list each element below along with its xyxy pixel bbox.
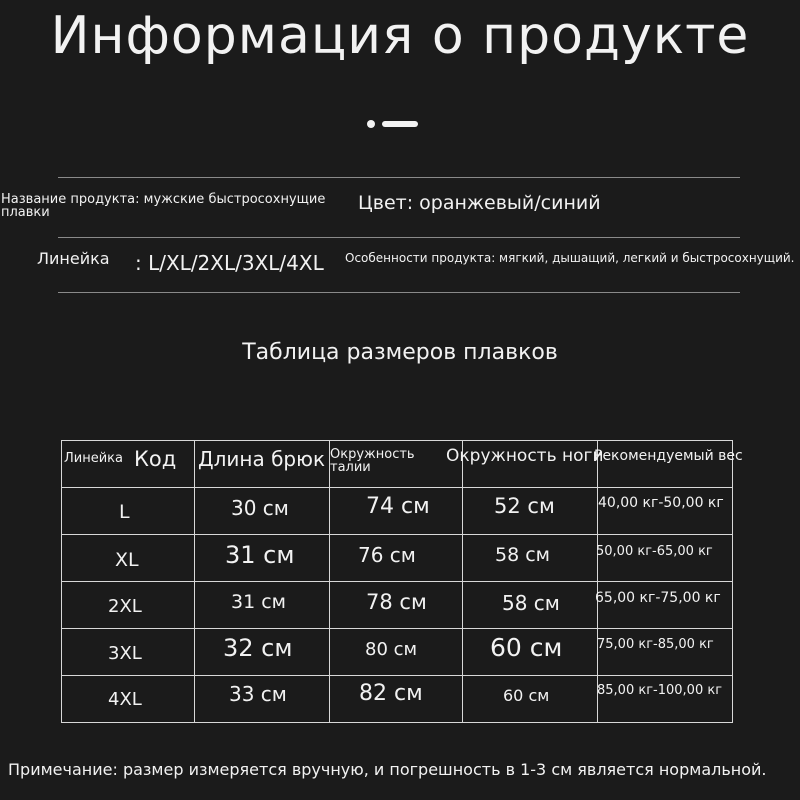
waist-cell: 78 см <box>366 590 427 614</box>
size-cell: 3XL <box>108 643 142 664</box>
header-cell <box>446 441 604 488</box>
weight-cell: 65,00 кг-75,00 кг <box>595 590 721 606</box>
header-cell <box>594 441 743 488</box>
table-row <box>62 676 733 723</box>
page-title: Информация о продукте <box>50 6 750 66</box>
waist-cell: 80 см <box>365 639 418 660</box>
length-cell: 30 см <box>231 496 289 520</box>
leg-cell: 58 см <box>502 591 560 615</box>
header-cell <box>62 441 195 488</box>
weight-cell: 50,00 кг-65,00 кг <box>596 544 713 559</box>
header-length: Длина брюк <box>198 447 326 471</box>
length-cell: 31 см <box>231 591 286 613</box>
weight-cell: 75,00 кг-85,00 кг <box>597 637 714 652</box>
leg-cell: 58 см <box>495 544 550 566</box>
size-range-label: Линейка <box>37 249 110 268</box>
header-range: Линейка <box>64 451 123 466</box>
divider-line <box>58 237 740 238</box>
product-name-label: Название продукта: мужские быстросохнущие плавки <box>1 192 326 220</box>
divider-line <box>58 177 740 178</box>
size-cell: L <box>119 501 130 523</box>
header-cell <box>195 441 330 488</box>
size-cell: 2XL <box>108 596 142 617</box>
size-table-title: Таблица размеров плавков <box>242 340 558 365</box>
table-row <box>62 535 733 582</box>
size-cell: 4XL <box>108 689 142 710</box>
leg-cell: 60 см <box>503 686 550 705</box>
divider-dot <box>367 120 375 128</box>
product-color-label: Цвет: оранжевый/синий <box>358 192 601 214</box>
waist-cell: 74 см <box>366 494 430 519</box>
size-range-value: : L/XL/2XL/3XL/4XL <box>135 251 324 275</box>
waist-cell: 76 см <box>358 543 416 567</box>
header-weight: Рекомендуемый вес <box>594 448 743 464</box>
divider-line <box>58 292 740 293</box>
leg-cell: 52 см <box>494 494 555 518</box>
weight-cell: 85,00 кг-100,00 кг <box>597 683 723 698</box>
header-code: Код <box>134 447 177 471</box>
header-leg: Окружность ноги <box>446 446 604 466</box>
size-table <box>61 440 743 723</box>
table-row <box>62 582 733 629</box>
table-row <box>62 629 733 676</box>
waist-cell: 82 см <box>359 681 423 706</box>
length-cell: 33 см <box>229 682 287 706</box>
divider-dash <box>382 121 418 127</box>
table-row <box>62 488 733 535</box>
table-header-row <box>62 441 733 488</box>
leg-cell: 60 см <box>490 633 563 662</box>
length-cell: 31 см <box>225 541 295 569</box>
header-cell <box>330 441 463 488</box>
size-cell: XL <box>115 549 139 571</box>
footer-note: Примечание: размер измеряется вручную, и погрешность в 1-3 см является нормальной. <box>8 760 767 779</box>
header-waist: Окружность талии <box>330 447 415 475</box>
length-cell: 32 см <box>223 634 293 662</box>
weight-cell: 40,00 кг-50,00 кг <box>598 495 724 511</box>
product-features: Особенности продукта: мягкий, дышащий, легкий и быстросохнущий. <box>345 251 795 265</box>
